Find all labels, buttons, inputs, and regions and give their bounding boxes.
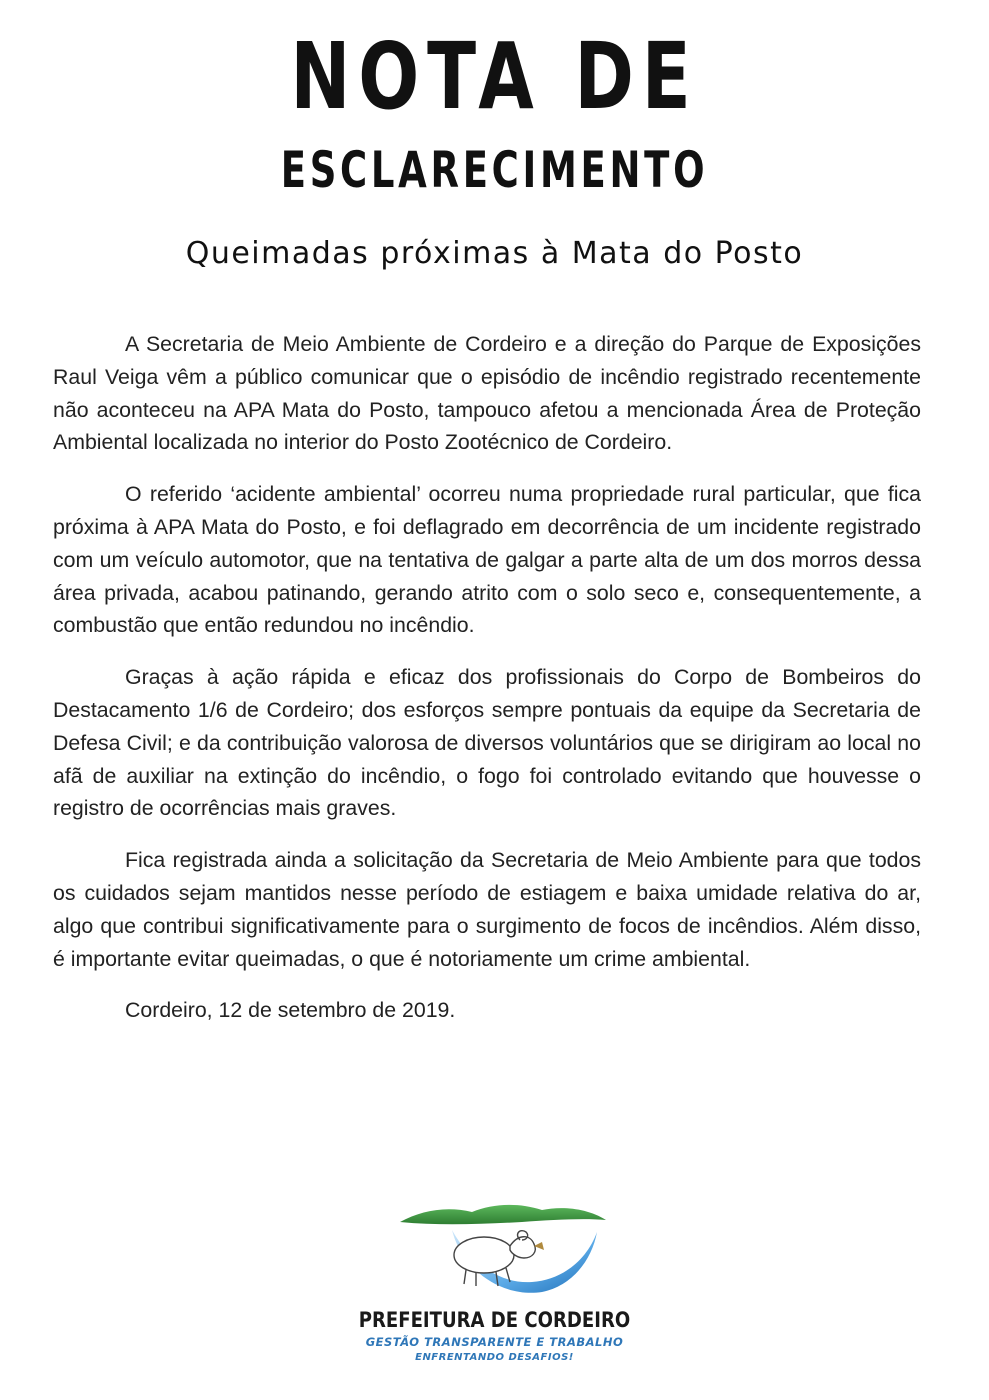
paragraph-2: O referido ‘acidente ambiental’ ocorreu numa propriedade rural particular, que fica próxima à APA Mata do Posto, e foi deflagrado em decorrência de um incidente registrado com um veículo automotor, que na tentativa de galgar a parte alta de um dos morros dessa área privada, acabou patinando, gerando atrito com o solo seco e, consequentemente, a combustão que então redundou no incêndio. <box>53 482 921 638</box>
org-name: PREFEITURA DE CORDEIRO <box>358 1308 631 1332</box>
paragraph-1: A Secretaria de Meio Ambiente de Cordeiro e a direção do Parque de Exposições Raul Veiga vêm a público comunicar que o episódio de incêndio registrado recentemente não aconteceu na APA Mata do Posto, tampouco afetou a mencionada Área de Proteção Ambiental localizada no interior do Posto Zootécnico de Cordeiro. <box>53 332 921 455</box>
body-text <box>53 328 921 1046</box>
paragraph-4: Fica registrada ainda a solicitação da Secretaria de Meio Ambiente para que todos os cuidados sejam mantidos nesse período de estiagem e baixa umidade relativa do ar, algo que contribui significativamente para o surgimento de focos de incêndios. Além disso, é importante evitar queimadas, o que é notoriamente um crime ambiental. <box>53 848 921 971</box>
slogan-line-1: GESTÃO TRANSPARENTE E TRABALHO <box>365 1335 624 1349</box>
subtitle: Queimadas próximas à Mata do Posto <box>185 236 804 271</box>
title-nota-de: NOTA DE <box>290 23 699 130</box>
title-esclarecimento: ESCLARECIMENTO <box>280 141 709 199</box>
paragraph-3: Graças à ação rápida e eficaz dos profissionais do Corpo de Bombeiros do Destacamento 1/6 de Cordeiro; dos esforços sempre pontuais da equipe da Secretaria de Defesa Civil; e da contribuição valorosa de diversos voluntários que se dirigiram ao local no afã de auxiliar na extinção do incêndio, o fogo foi controlado evitando que houvesse o registro de ocorrências mais graves. <box>53 665 921 821</box>
prefeitura-logo-icon <box>392 1200 612 1304</box>
date-signature: Cordeiro, 12 de setembro de 2019. <box>125 998 456 1023</box>
slogan-line-2: ENFRENTANDO DESAFIOS! <box>415 1352 574 1363</box>
